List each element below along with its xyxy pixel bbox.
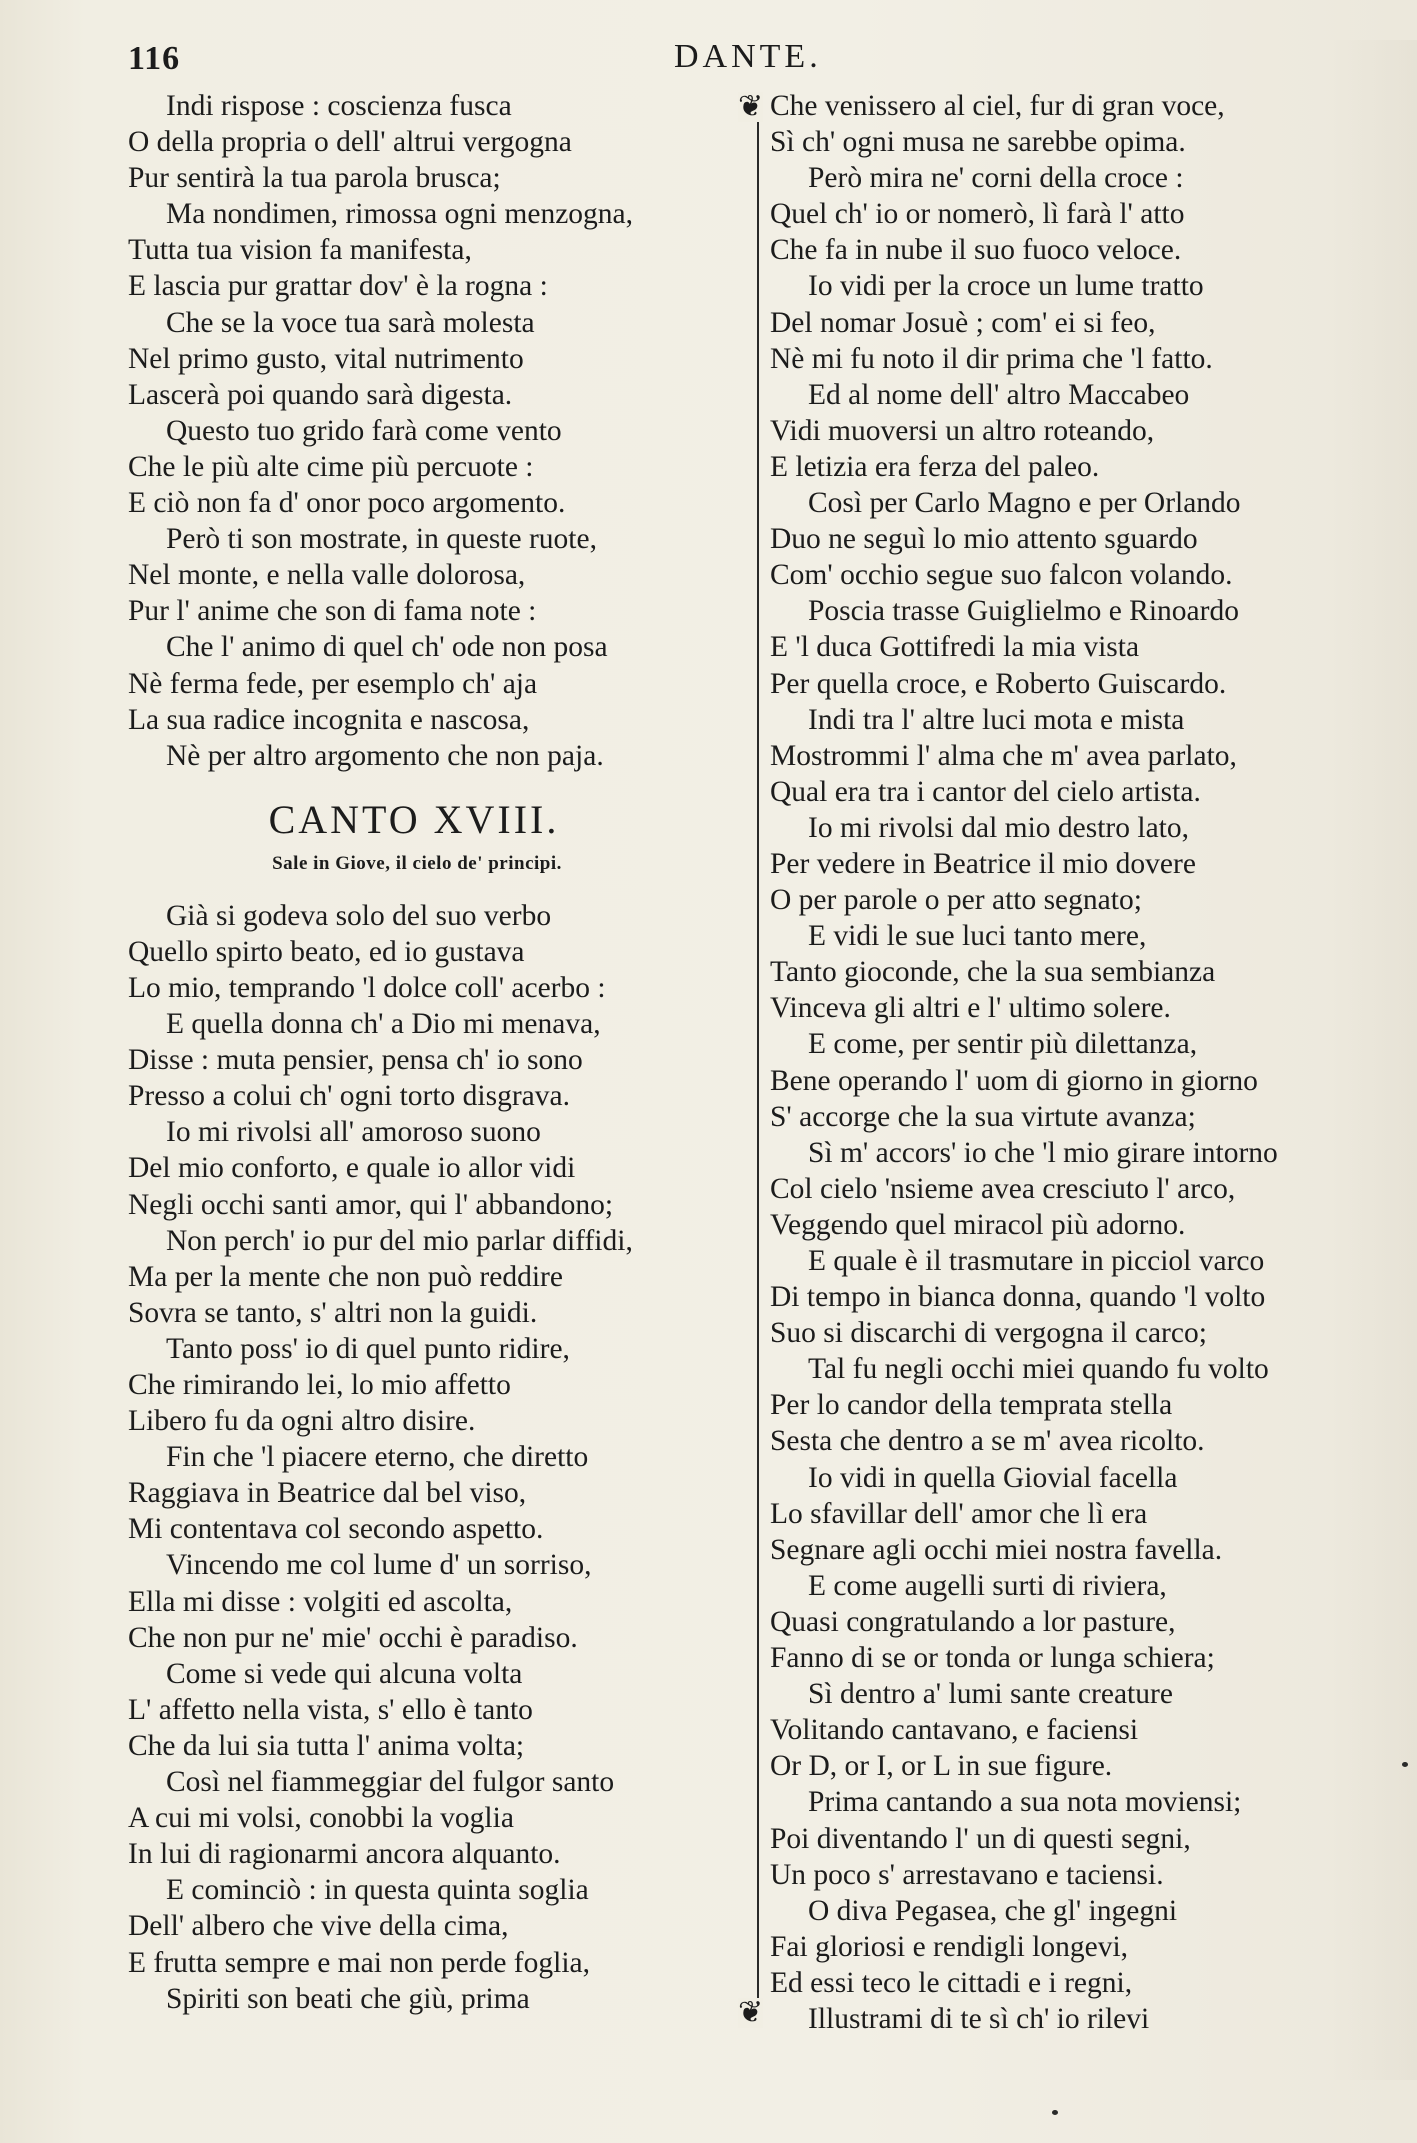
- verse-line: Indi rispose : coscienza fusca: [166, 90, 512, 122]
- verse-line: Così per Carlo Magno e per Orlando: [808, 487, 1241, 520]
- verse-line: E come, per sentir più dilettanza,: [808, 1028, 1198, 1061]
- verse-line: Bene operando l' uom di giorno in giorno: [770, 1064, 1258, 1097]
- verse-line: Pur l' anime che son di fama note :: [128, 595, 537, 628]
- verse-line: Però ti son mostrate, in queste ruote,: [166, 523, 597, 556]
- verse-line: Nel monte, e nella valle dolorosa,: [128, 559, 526, 592]
- verse-line: Disse : muta pensier, pensa ch' io sono: [128, 1044, 583, 1077]
- verse-line: Indi tra l' altre luci mota e mista: [808, 703, 1185, 736]
- verse-line: Che da lui sia tutta l' anima volta;: [128, 1729, 525, 1762]
- verse-line: Nel primo gusto, vital nutrimento: [128, 342, 524, 375]
- verse-line: Fanno di se or tonda or lunga schiera;: [770, 1642, 1215, 1675]
- verse-line: Fai gloriosi e rendigli longevi,: [770, 1930, 1129, 1963]
- verse-line: Come si vede qui alcuna volta: [166, 1657, 523, 1690]
- verse-line: Libero fu da ogni altro disire.: [128, 1405, 476, 1438]
- verse-line: Che fa in nube il suo fuoco veloce.: [770, 234, 1182, 267]
- verse-line: Per vedere in Beatrice il mio dovere: [770, 847, 1196, 880]
- verse-line: E quale è il trasmutare in picciol varco: [808, 1245, 1265, 1277]
- print-speck: [1402, 1762, 1408, 1767]
- verse-line: Veggendo quel miracol più adorno.: [770, 1208, 1186, 1241]
- verse-line: Col cielo 'nsieme avea cresciuto l' arco,: [770, 1172, 1236, 1205]
- canto-title: CANTO XVIII.: [268, 796, 560, 842]
- canto-spacing: [128, 886, 740, 898]
- verse-line: Poi diventando l' un di questi segni,: [770, 1822, 1191, 1855]
- verse-line: Fin che 'l piacere eterno, che diretto: [166, 1441, 589, 1474]
- verse-line: E quella donna ch' a Dio mi menava,: [166, 1008, 601, 1041]
- verse-line: Quasi congratulando a lor pasture,: [770, 1605, 1176, 1638]
- verse-line: In lui di ragionarmi ancora alquanto.: [128, 1838, 561, 1871]
- verse-line: Lascerà poi quando sarà digesta.: [128, 378, 513, 411]
- verse-line: Mostrommi l' alma che m' avea parlato,: [770, 739, 1237, 772]
- verse-line: E cominciò : in questa quinta soglia: [166, 1874, 589, 1907]
- verse-line: E lascia pur grattar dov' è la rogna :: [128, 270, 548, 303]
- verse-line: Per quella croce, e Roberto Guiscardo.: [770, 667, 1227, 700]
- verse-line: Io mi rivolsi all' amoroso suono: [166, 1116, 541, 1149]
- verse-line: Spiriti son beati che giù, prima: [166, 1982, 530, 2015]
- verse-line: Nè mi fu noto il dir prima che 'l fatto.: [770, 342, 1213, 375]
- canto-subtitle: Sale in Giove, il cielo de' principi.: [272, 852, 562, 874]
- verse-line: Poscia trasse Guiglielmo e Rinoardo: [808, 595, 1239, 628]
- running-head: DANTE.: [674, 38, 822, 75]
- verse-line: O per parole o per atto segnato;: [770, 884, 1142, 917]
- verse-line: Del mio conforto, e quale io allor vidi: [128, 1152, 576, 1185]
- verse-line: Che l' animo di quel ch' ode non posa: [166, 631, 608, 664]
- verse-line: Ed essi teco le cittadi e i regni,: [770, 1966, 1133, 1999]
- verse-line: Per lo candor della temprata stella: [770, 1389, 1173, 1422]
- verse-line: Ma per la mente che non può reddire: [128, 1260, 563, 1293]
- verse-line: Vidi muoversi un altro roteando,: [770, 414, 1155, 447]
- fleuron-ornament-icon: ❦: [738, 1996, 764, 2029]
- verse-line: La sua radice incognita e nascosa,: [128, 703, 530, 736]
- verse-line: E letizia era ferza del paleo.: [770, 450, 1100, 483]
- verse-line: Non perch' io pur del mio parlar diffidi,: [166, 1224, 633, 1257]
- verse-line: Tutta tua vision fa manifesta,: [128, 234, 472, 267]
- verse-line: E frutta sempre e mai non perde foglia,: [128, 1946, 590, 1979]
- verse-line: Sovra se tanto, s' altri non la guidi.: [128, 1296, 538, 1329]
- verse-line: Che se la voce tua sarà molesta: [166, 306, 535, 339]
- verse-line: Che venissero al ciel, fur di gran voce,: [770, 90, 1225, 122]
- verse-line: Che rimirando lei, lo mio affetto: [128, 1369, 511, 1401]
- verse-line: Di tempo in bianca donna, quando 'l volto: [770, 1281, 1266, 1314]
- verse-block-before-canto: [128, 88, 740, 774]
- page-number: 116: [128, 40, 181, 77]
- fleuron-ornament-icon: ❦: [738, 90, 764, 123]
- verse-line: Vincendo me col lume d' un sorriso,: [166, 1549, 592, 1582]
- verse-line: Or D, or I, or L in sue figure.: [770, 1750, 1113, 1783]
- verse-line: Tanto gioconde, che la sua sembianza: [770, 956, 1216, 989]
- verse-line: Nè per altro argomento che non paja.: [166, 739, 604, 772]
- verse-line: O diva Pegasea, che gl' ingegni: [808, 1894, 1178, 1927]
- verse-line: O della propria o dell' altrui vergogna: [128, 126, 572, 159]
- verse-line: Nè ferma fede, per esemplo ch' aja: [128, 667, 538, 700]
- verse-line: E come augelli surti di riviera,: [808, 1569, 1167, 1602]
- verse-line: Segnare agli occhi miei nostra favella.: [770, 1533, 1223, 1566]
- verse-line: Illustrami di te sì ch' io rilevi: [808, 2002, 1150, 2035]
- verse-block-canto-xviii: [128, 898, 740, 2017]
- verse-line: Com' occhio segue suo falcon volando.: [770, 559, 1233, 592]
- verse-line: Però mira ne' corni della croce :: [808, 162, 1184, 195]
- verse-line: Duo ne seguì lo mio attento sguardo: [770, 523, 1198, 556]
- verse-line: Sì dentro a' lumi sante creature: [808, 1678, 1173, 1711]
- verse-line: Raggiava in Beatrice dal bel viso,: [128, 1477, 527, 1510]
- verse-block-right: [770, 88, 1388, 2037]
- print-speck: [1052, 2110, 1058, 2115]
- verse-line: Ella mi disse : volgiti ed ascolta,: [128, 1585, 513, 1618]
- verse-line: Vinceva gli altri e l' ultimo solere.: [770, 992, 1171, 1025]
- verse-line: Presso a colui ch' ogni torto disgrava.: [128, 1080, 570, 1113]
- verse-line: Io mi rivolsi dal mio destro lato,: [808, 811, 1189, 844]
- verse-line: Quello spirto beato, ed io gustava: [128, 935, 525, 968]
- verse-line: Volitando cantavano, e faciensi: [770, 1714, 1139, 1747]
- verse-line: Lo sfavillar dell' amor che lì era: [770, 1497, 1148, 1530]
- verse-line: E vidi le sue luci tanto mere,: [808, 920, 1147, 953]
- left-column: [128, 88, 740, 2017]
- verse-line: Sesta che dentro a se m' avea ricolto.: [770, 1425, 1205, 1458]
- verse-line: Dell' albero che vive della cima,: [128, 1910, 509, 1943]
- verse-line: Un poco s' arrestavano e taciensi.: [770, 1858, 1164, 1891]
- verse-line: Che le più alte cime più percuote :: [128, 450, 534, 483]
- verse-line: Ma nondimen, rimossa ogni menzogna,: [166, 198, 634, 231]
- verse-line: Tal fu negli occhi miei quando fu volto: [808, 1353, 1269, 1386]
- right-column: [770, 88, 1388, 2037]
- verse-line: Mi contentava col secondo aspetto.: [128, 1513, 544, 1546]
- verse-line: Pur sentirà la tua parola brusca;: [128, 162, 501, 195]
- verse-line: Già si godeva solo del suo verbo: [166, 899, 552, 932]
- verse-line: Qual era tra i cantor del cielo artista.: [770, 775, 1201, 808]
- verse-line: L' affetto nella vista, s' ello è tanto: [128, 1693, 533, 1726]
- verse-line: Lo mio, temprando 'l dolce coll' acerbo :: [128, 971, 606, 1004]
- verse-line: Io vidi per la croce un lume tratto: [808, 270, 1204, 303]
- verse-line: A cui mi volsi, conobbi la voglia: [128, 1802, 514, 1835]
- verse-line: S' accorge che la sua virtute avanza;: [770, 1100, 1196, 1133]
- verse-line: Io vidi in quella Giovial facella: [808, 1461, 1178, 1494]
- verse-line: Suo si discarchi di vergogna il carco;: [770, 1317, 1207, 1350]
- column-divider: [757, 108, 759, 2003]
- verse-line: Ed al nome dell' altro Maccabeo: [808, 378, 1190, 411]
- verse-line: Sì m' accors' io che 'l mio girare intorno: [808, 1136, 1278, 1169]
- verse-line: E 'l duca Gottifredi la mia vista: [770, 631, 1140, 664]
- verse-line: Così nel fiammeggiar del fulgor santo: [166, 1766, 615, 1799]
- verse-line: Negli occhi santi amor, qui l' abbandono;: [128, 1188, 614, 1221]
- verse-line: E ciò non fa d' onor poco argomento.: [128, 487, 566, 520]
- verse-line: Che non pur ne' mie' occhi è paradiso.: [128, 1621, 578, 1654]
- verse-line: Del nomar Josuè ; com' ei si feo,: [770, 306, 1156, 339]
- verse-line: Quel ch' io or nomerò, lì farà l' atto: [770, 198, 1185, 231]
- verse-line: Prima cantando a sua nota moviensi;: [808, 1786, 1242, 1819]
- verse-line: Tanto poss' io di quel punto ridire,: [166, 1332, 570, 1365]
- verse-line: Sì ch' ogni musa ne sarebbe opima.: [770, 126, 1186, 159]
- verse-line: Questo tuo grido farà come vento: [166, 414, 562, 447]
